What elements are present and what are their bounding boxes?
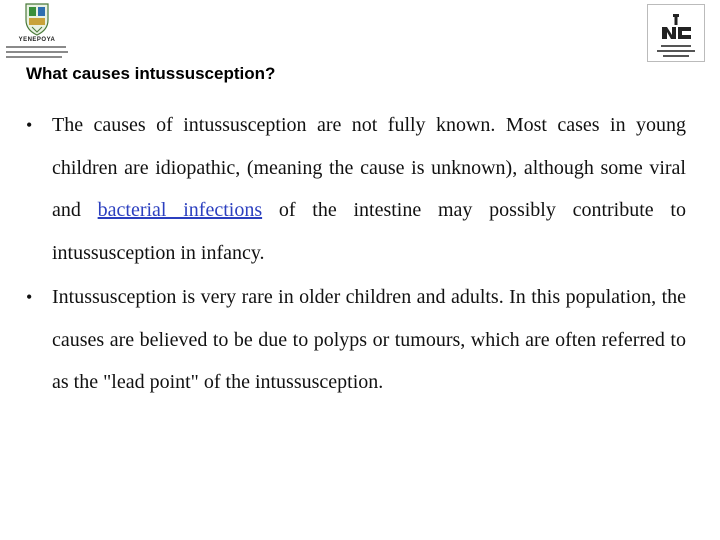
bacterial-infections-link[interactable]: bacterial infections (97, 199, 263, 221)
university-logo (2, 2, 72, 60)
college-logo (647, 4, 705, 62)
bullet-icon: • (26, 115, 33, 135)
bullet-item-causes (26, 104, 686, 274)
college-emblem-icon (658, 13, 694, 43)
slide-title: What causes intussusception? (26, 64, 276, 83)
bullet-icon: • (26, 287, 33, 307)
university-crest-icon (24, 2, 50, 36)
bullet-text-end: of the intestine may possibly contribute to intussusception in infancy. (52, 199, 686, 264)
university-name: YENEPOYA (18, 37, 56, 43)
university-tagline (6, 46, 68, 61)
bullet-list (26, 104, 686, 406)
bullet-item-adults (26, 276, 686, 404)
college-name-lines (656, 45, 696, 60)
bullet-text: Intussusception is very rare in older children and adults. In this population, the causes are believed to be due to polyps or tumours, which are often referred to as the "lead point" of the intussusception. (52, 286, 686, 393)
bullet-text: The causes of intussusception are not fully known. Most cases in young children are idiopathic, (meaning the cause is unknown), although some viral and (52, 114, 686, 221)
